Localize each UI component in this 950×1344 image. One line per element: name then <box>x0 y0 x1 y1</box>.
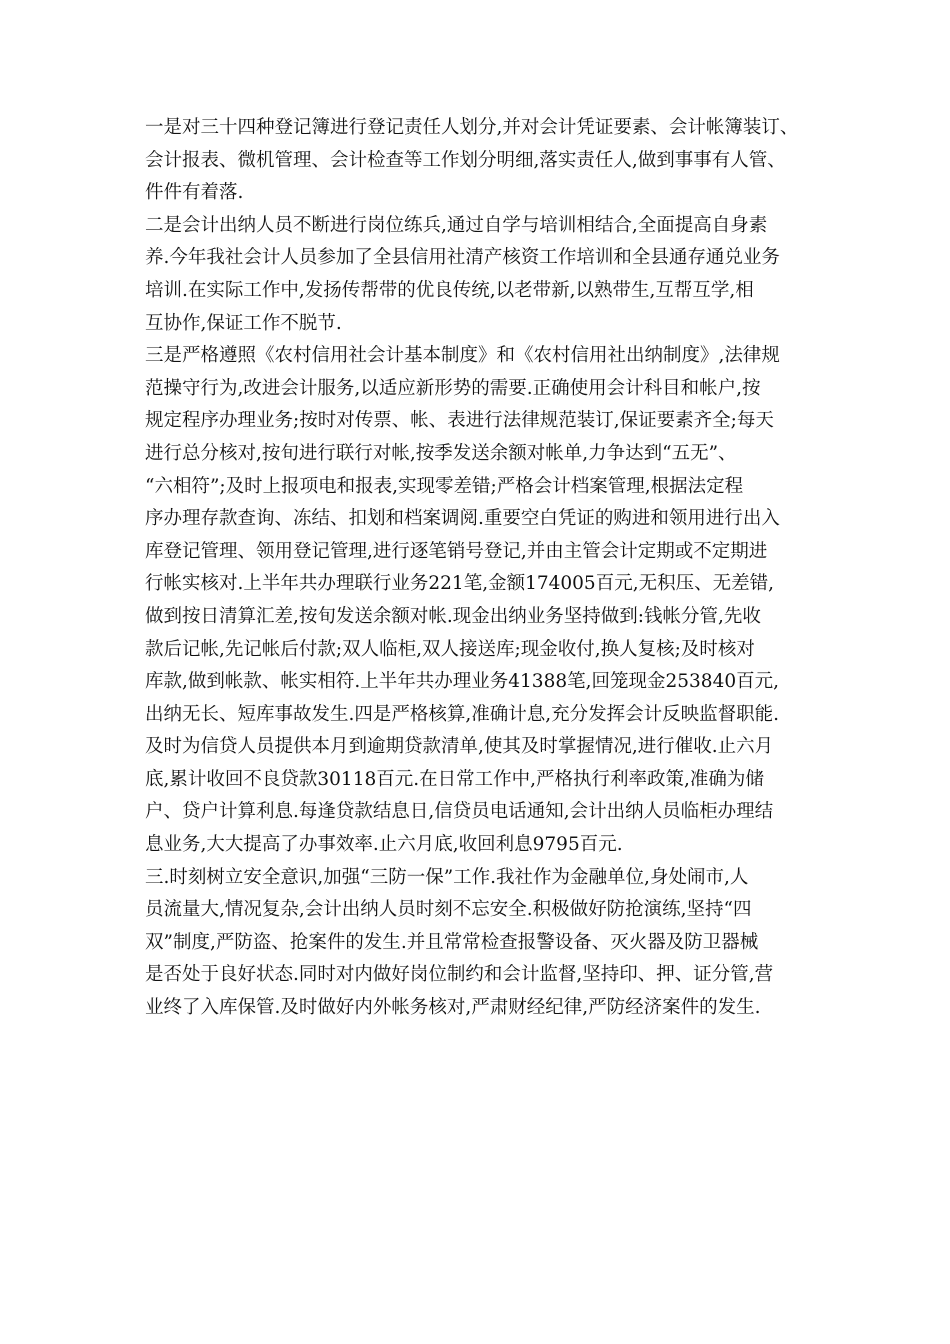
text-line: 双”制度,严防盗、抢案件的发生.并且常常检查报警设备、灭火器及防卫器械 <box>145 931 759 953</box>
text-line: 三是严格遵照《农村信用社会计基本制度》和《农村信用社出纳制度》,法律规 <box>145 345 780 367</box>
paragraph-4 <box>145 862 805 1025</box>
text-line: 户、贷户计算利息.每逢贷款结息日,信贷员电话通知,会计出纳人员临柜办理结 <box>145 801 774 823</box>
text-line: 是否处于良好状态.同时对内做好岗位制约和会计监督,坚持印、押、证分管,营 <box>145 964 774 986</box>
text-line: 范操守行为,改进会计服务,以适应新形势的需要.正确使用会计科目和帐户,按 <box>145 377 761 399</box>
text-line: 员流量大,情况复杂,会计出纳人员时刻不忘安全.积极做好防抢演练,坚持“四 <box>145 899 752 921</box>
text-line: 库款,做到帐款、帐实相符.上半年共办理业务41388笔,回笼现金253840百元, <box>145 671 779 693</box>
text-line: 二是会计出纳人员不断进行岗位练兵,通过自学与培训相结合,全面提高自身素 <box>145 214 768 236</box>
text-line: 进行总分核对,按旬进行联行对帐,按季发送余额对帐单,力争达到“五无”、 <box>145 442 737 464</box>
text-line: 底,累计收回不良贷款30118百元.在日常工作中,严格执行利率政策,准确为储 <box>145 768 764 790</box>
text-line: 规定程序办理业务;按时对传票、帐、表进行法律规范装订,保证要素齐全;每天 <box>145 410 774 432</box>
text-line: 行帐实核对.上半年共办理联行业务221笔,金额174005百元,无积压、无差错, <box>145 573 774 595</box>
text-line: 息业务,大大提高了办事效率.止六月底,收回利息9795百元. <box>145 834 623 856</box>
text-line: 业终了入库保管.及时做好内外帐务核对,严肃财经纪律,严防经济案件的发生. <box>145 997 761 1019</box>
document-body <box>145 112 805 1025</box>
paragraph-3 <box>145 340 805 862</box>
text-line: 培训.在实际工作中,发扬传帮带的优良传统,以老带新,以熟带生,互帮互学,相 <box>145 279 754 301</box>
text-line: 会计报表、微机管理、会计检查等工作划分明细,落实责任人,做到事事有人管、 <box>145 149 786 171</box>
text-line: 养.今年我社会计人员参加了全县信用社清产核资工作培训和全县通存通兑业务 <box>145 247 780 269</box>
text-line: 款后记帐,先记帐后付款;双人临柜,双人接送库;现金收付,换人复核;及时核对 <box>145 638 755 660</box>
text-line: 序办理存款查询、冻结、扣划和档案调阅.重要空白凭证的购进和领用进行出入 <box>145 508 780 530</box>
paragraph-1 <box>145 112 805 210</box>
text-line: 三.时刻树立安全意识,加强“三防一保”工作.我社作为金融单位,身处闹市,人 <box>145 866 749 888</box>
text-line: 库登记管理、领用登记管理,进行逐笔销号登记,并由主管会计定期或不定期进 <box>145 540 768 562</box>
text-line: “六相符”;及时上报项电和报表,实现零差错;严格会计档案管理,根据法定程 <box>145 475 744 497</box>
text-line: 及时为信贷人员提供本月到逾期贷款清单,使其及时掌握情况,进行催收.止六月 <box>145 736 774 758</box>
text-line: 件件有着落. <box>145 182 244 204</box>
text-line: 做到按日清算汇差,按旬发送余额对帐.现金出纳业务坚持做到:钱帐分管,先收 <box>145 605 761 627</box>
text-line: 出纳无长、短库事故发生.四是严格核算,准确计息,充分发挥会计反映监督职能. <box>145 703 780 725</box>
text-line: 一是对三十四种登记簿进行登记责任人划分,并对会计凭证要素、会计帐簿装订、 <box>145 117 799 138</box>
text-line: 互协作,保证工作不脱节. <box>145 312 342 334</box>
paragraph-2 <box>145 210 805 340</box>
